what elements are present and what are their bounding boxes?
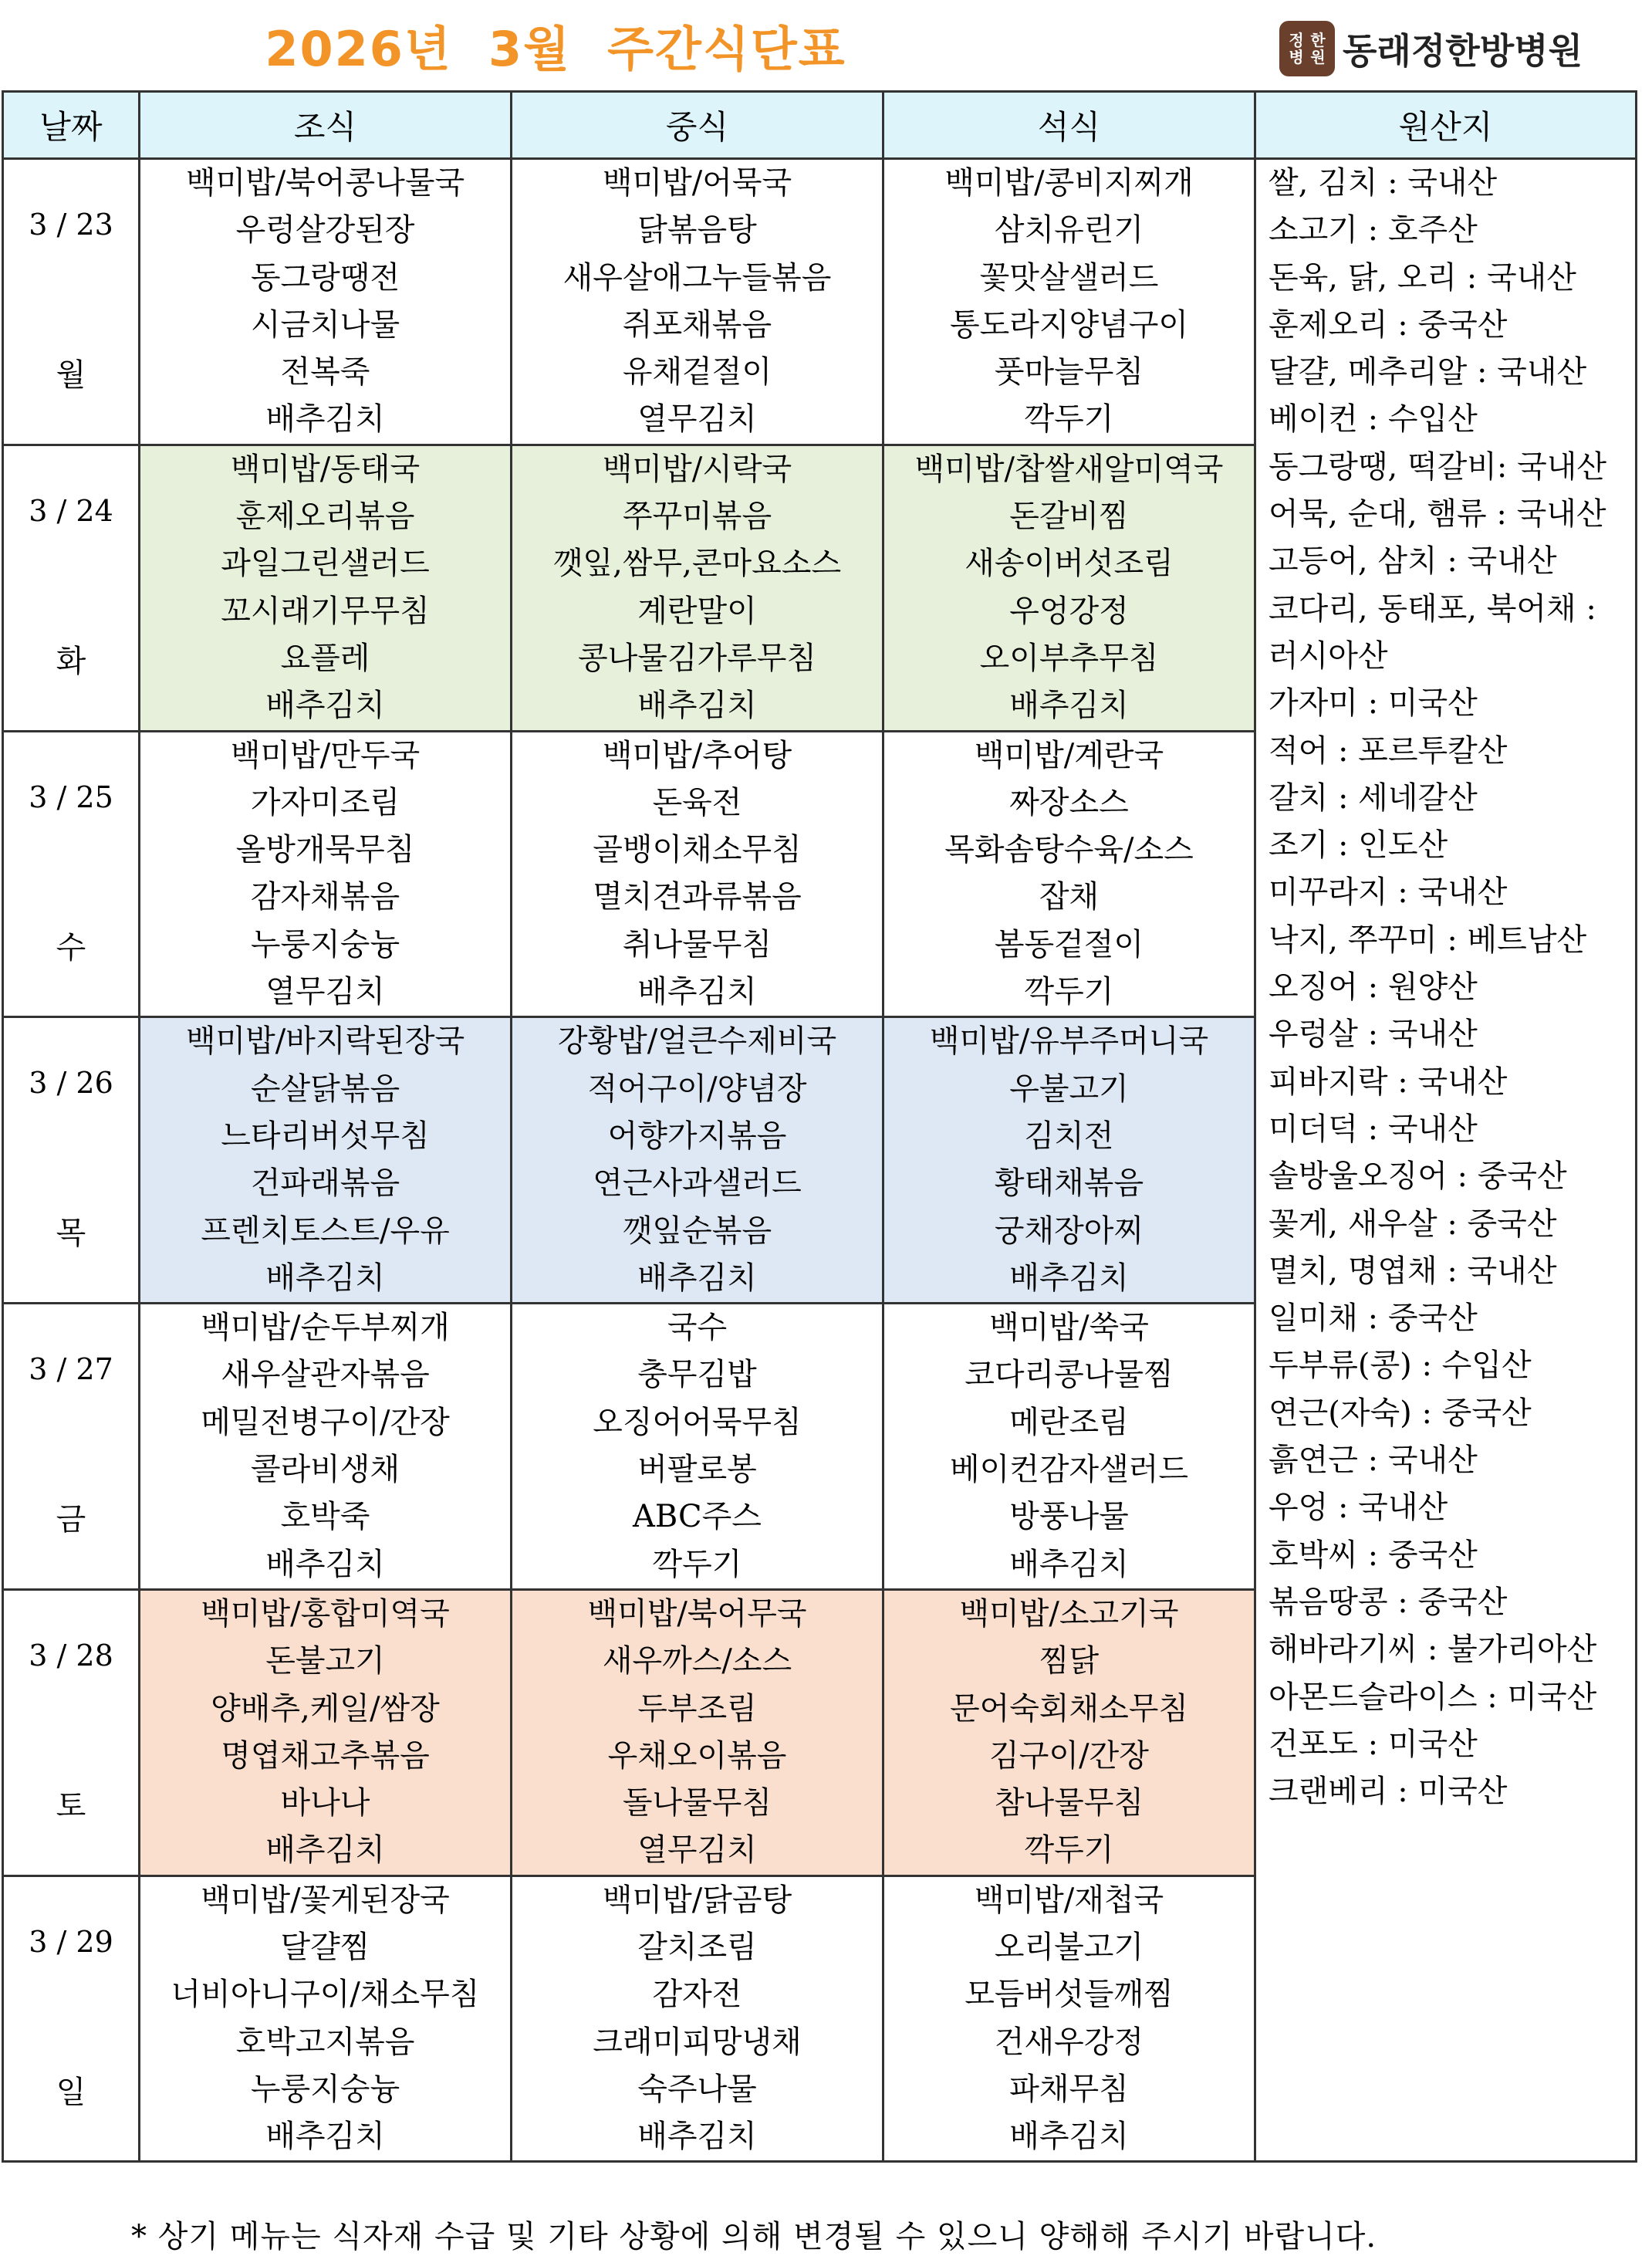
date-label: 3 / 23 [29,208,113,242]
dish-item: 배추김치 [637,688,757,724]
breakfast-cell [140,1875,512,2162]
dish-item: 배추김치 [265,2119,385,2155]
dish-item: 우채오이볶음 [607,1737,787,1774]
dish-item: 궁채장아찌 [994,1213,1144,1249]
dish-item: 오리불고기 [994,1929,1144,1965]
date-cell [3,731,140,1017]
breakfast-cell [140,1304,512,1590]
dish-item: 배추김치 [1009,1546,1129,1582]
dish-item: 백미밥/바지락된장국 [185,1023,465,1060]
dish-item: 백미밥/동태국 [230,451,421,487]
origin-item: 고등어, 삼치 : 국내산 [1269,543,1557,580]
dish-item: 쥐포채볶음 [622,306,772,343]
dish-item: 느타리버섯무침 [221,1118,430,1154]
dish-item: 백미밥/찹쌀새알미역국 [914,451,1224,487]
origin-item: 호박씨 : 중국산 [1269,1537,1478,1573]
dish-item: 배추김치 [637,2119,757,2155]
date-label: 3 / 28 [29,1638,113,1673]
dish-item: 누룽지숭늉 [250,2071,400,2107]
dish-item: 모듬버섯들깨찜 [965,1977,1174,2013]
date-cell [3,445,140,731]
origin-item: 베이컨 : 수입산 [1269,401,1478,438]
date-cell [3,1589,140,1875]
weekday-label: 토 [56,1788,86,1824]
footnote: * 상기 메뉴는 식자재 수급 및 기타 상황에 의해 변경될 수 있으니 양해해 주시기 바랍니다. [131,2219,1377,2254]
dish-item: 목화솜탕수육/소스 [944,832,1194,868]
origin-item: 쌀, 김치 : 국내산 [1269,165,1498,201]
origin-item: 오징어 : 원양산 [1269,969,1478,1006]
hospital-name: 동래정한방병원 [1343,30,1583,72]
dish-item: 적어구이/양념장 [587,1071,807,1107]
dish-item: 배추김치 [637,974,757,1010]
dish-item: 배추김치 [1009,688,1129,724]
lunch-cell [512,731,883,1017]
dish-item: 새우살애그누들볶음 [562,259,832,296]
dish-item: 배추김치 [265,688,385,724]
dish-item: 돌나물무침 [622,1785,772,1821]
dish-item: 문어숙회채소무침 [949,1690,1189,1727]
dish-item: 새우까스/소스 [602,1643,792,1679]
dish-item: 백미밥/북어콩나물국 [185,165,465,201]
dish-item: 오징어어묵무침 [593,1404,802,1440]
dish-item: 프렌치토스트/우유 [201,1213,450,1249]
dish-item: 과일그린샐러드 [221,546,430,582]
dinner-cell [883,1017,1255,1304]
dish-item: 백미밥/재첩국 [974,1882,1164,1918]
dish-item: 숙주나물 [637,2071,757,2107]
dish-item: 깍두기 [652,1546,742,1582]
dish-item: 배추김치 [265,1260,385,1296]
dish-item: 깍두기 [1024,974,1114,1010]
origin-item: 적어 : 포르투칼산 [1269,732,1508,769]
dish-item: 배추김치 [637,1260,757,1296]
weekday-label: 월 [56,357,86,393]
origin-item: 크랜베리 : 미국산 [1269,1774,1508,1810]
dish-item: 두부조림 [637,1690,757,1727]
dish-item: 배추김치 [265,1546,385,1582]
day-row [3,159,1637,445]
header-row [3,92,1637,159]
dish-item: ABC주스 [633,1499,762,1535]
dish-item: 유채겉절이 [622,354,772,391]
dish-item: 백미밥/홍합미역국 [201,1595,450,1632]
origin-item: 우엉 : 국내산 [1269,1490,1448,1526]
origin-item: 해바라기씨 : 불가리아산 [1269,1632,1597,1668]
dish-item: 베이컨감자샐러드 [949,1452,1189,1488]
dish-item: 크래미피망냉채 [593,2024,802,2060]
dish-item: 우불고기 [1009,1071,1129,1107]
dinner-cell [883,1304,1255,1590]
dish-item: 건파래볶음 [250,1165,400,1202]
dish-item: 황태채볶음 [994,1165,1144,1202]
dish-item: 가자미조림 [250,784,400,820]
weekday-label: 화 [56,643,86,679]
dinner-cell [883,1589,1255,1875]
dish-item: 백미밥/쑥국 [989,1310,1149,1346]
dish-item: 잡채 [1039,879,1100,915]
lunch-cell [512,1017,883,1304]
dish-item: 열무김치 [637,401,757,438]
dish-item: 풋마늘무침 [994,354,1144,391]
dinner-cell [883,159,1255,445]
dish-item: 너비아니구이/채소무침 [171,1977,480,2013]
dish-item: 깻잎,쌈무,콘마요소스 [552,546,842,582]
origin-item: 아몬드슬라이스 : 미국산 [1269,1679,1597,1715]
dish-item: 백미밥/계란국 [974,737,1164,773]
dish-item: 참나물무침 [994,1785,1144,1821]
dish-item: 감자전 [652,1977,742,2013]
dish-item: 깍두기 [1024,401,1114,438]
logo-char: 정 [1289,31,1304,49]
weekday-label: 금 [56,1502,86,1538]
dish-item: 백미밥/어묵국 [602,165,792,201]
dish-item: 코다리콩나물찜 [965,1357,1174,1393]
dish-item: 순살닭볶음 [250,1071,400,1107]
dish-item: 콜라비생채 [250,1452,400,1488]
origin-item: 가자미 : 미국산 [1269,685,1478,722]
date-label: 3 / 27 [29,1352,113,1387]
dish-item: 감자채볶음 [250,879,400,915]
origin-item: 달걀, 메추리알 : 국내산 [1269,354,1587,391]
lunch-cell [512,1875,883,2162]
dish-item: 삼치유린기 [994,212,1144,249]
origin-item: 코다리, 동태포, 북어채 : [1269,590,1596,627]
dish-item: 돈갈비찜 [1009,499,1129,535]
origin-item: 멸치, 명엽채 : 국내산 [1269,1253,1557,1289]
date-label: 3 / 29 [29,1924,113,1959]
dish-item: 배추김치 [265,401,385,438]
dinner-cell [883,731,1255,1017]
dish-item: 돈육전 [652,784,742,820]
dinner-cell [883,1875,1255,2162]
dish-item: 새송이버섯조림 [965,546,1174,582]
weekly-menu-table [2,90,1637,2163]
origin-item: 우렁살 : 국내산 [1269,1016,1478,1053]
dish-item: 동그랑땡전 [250,259,400,296]
dish-item: 새우살관자볶음 [221,1357,430,1393]
dish-item: 쭈꾸미볶음 [622,499,772,535]
dish-item: 명엽채고추볶음 [221,1737,430,1774]
dish-item: 백미밥/순두부찌개 [201,1310,450,1346]
dish-item: 우엉강정 [1009,593,1129,629]
dish-item: 국수 [667,1310,728,1346]
dish-item: 파채무침 [1009,2071,1129,2107]
date-label: 3 / 24 [29,493,113,528]
hospital-logo-icon [1279,21,1335,76]
dish-item: 시금치나물 [250,306,400,343]
dish-item: 호박고지볶음 [235,2024,415,2060]
header-date: 날짜 [3,92,140,159]
dish-item: 봄동겉절이 [994,926,1144,962]
date-cell [3,159,140,445]
dish-item: 깍두기 [1024,1832,1114,1869]
dinner-cell [883,445,1255,731]
dish-item: 김구이/간장 [989,1737,1149,1774]
header-breakfast: 조식 [140,92,512,159]
dish-item: 충무김밥 [637,1357,757,1393]
header-origin: 원산지 [1255,92,1637,159]
dish-item: 열무김치 [265,974,385,1010]
dish-item: 연근사과샐러드 [593,1165,802,1202]
dish-item: 콩나물김가루무침 [577,640,817,676]
dish-item: 훈제오리볶음 [235,499,415,535]
dish-item: 백미밥/콩비지찌개 [944,165,1194,201]
origin-item: 어묵, 순대, 햄류 : 국내산 [1269,496,1606,533]
dish-item: 백미밥/시락국 [602,451,792,487]
breakfast-cell [140,159,512,445]
origin-item: 연근(자숙) : 중국산 [1269,1395,1532,1431]
origin-item: 미꾸라지 : 국내산 [1269,874,1508,911]
origin-item: 건포도 : 미국산 [1269,1726,1478,1762]
breakfast-cell [140,445,512,731]
dish-item: 백미밥/소고기국 [959,1595,1179,1632]
dish-item: 열무김치 [637,1832,757,1869]
origin-cell [1255,159,1637,2162]
dish-item: 배추김치 [265,1832,385,1869]
dish-item: 누룽지숭늉 [250,926,400,962]
dish-item: 찜닭 [1039,1643,1100,1679]
dish-item: 통도라지양념구이 [949,306,1189,343]
dish-item: 닭볶음탕 [637,212,757,249]
dish-item: 돈불고기 [265,1643,385,1679]
dish-item: 어향가지볶음 [607,1118,787,1154]
dish-item: 건새우강정 [994,2024,1144,2060]
logo-char: 한 [1310,31,1326,49]
origin-item: 훈제오리 : 중국산 [1269,306,1508,343]
origin-item: 일미채 : 중국산 [1269,1300,1478,1337]
origin-item: 갈치 : 세네갈산 [1269,780,1478,816]
dish-item: 메밀전병구이/간장 [201,1404,450,1440]
dish-item: 강황밥/얼큰수제비국 [557,1023,837,1060]
dish-item: 배추김치 [1009,2119,1129,2155]
origin-item: 볶음땅콩 : 중국산 [1269,1584,1508,1620]
dish-item: 갈치조림 [637,1929,757,1965]
dish-item: 백미밥/유부주머니국 [929,1023,1209,1060]
origin-item: 꽃게, 새우살 : 중국산 [1269,1206,1557,1242]
lunch-cell [512,1304,883,1590]
weekday-label: 일 [56,2074,86,2110]
origin-item: 돈육, 닭, 오리 : 국내산 [1269,259,1576,296]
lunch-cell [512,445,883,731]
date-cell [3,1875,140,2162]
logo-char: 원 [1310,48,1326,66]
dish-item: 짜장소스 [1009,784,1129,820]
page-title: 2026년 3월 주간식단표 [265,21,846,77]
dish-item: 호박죽 [280,1499,370,1535]
dish-item: 메란조림 [1009,1404,1129,1440]
lunch-cell [512,1589,883,1875]
dish-item: 올방개묵무침 [235,832,415,868]
origin-item: 솔방울오징어 : 중국산 [1269,1158,1567,1195]
origin-item: 동그랑땡, 떡갈비: 국내산 [1269,448,1607,485]
date-label: 3 / 26 [29,1066,113,1101]
dish-item: 버팔로봉 [637,1452,757,1488]
origin-item: 낙지, 쭈꾸미 : 베트남산 [1269,922,1587,958]
dish-item: 오이부추무침 [979,640,1159,676]
origin-item: 소고기 : 호주산 [1269,212,1478,249]
origin-item: 미더덕 : 국내산 [1269,1111,1478,1147]
dish-item: 멸치견과류볶음 [593,879,802,915]
hospital-brand [1279,22,1583,76]
weekday-label: 목 [56,1216,86,1252]
weekday-label: 수 [56,929,86,966]
lunch-cell [512,159,883,445]
breakfast-cell [140,1589,512,1875]
dish-item: 김치전 [1024,1118,1114,1154]
dish-item: 배추김치 [1009,1260,1129,1296]
origin-item: 두부류(콩) : 수입산 [1269,1348,1532,1384]
logo-char: 병 [1289,48,1304,66]
dish-item: 백미밥/닭곰탕 [602,1882,792,1918]
dish-item: 취나물무침 [622,926,772,962]
dish-item: 골뱅이채소무침 [593,832,802,868]
dish-item: 백미밥/북어무국 [587,1595,807,1632]
header-dinner: 석식 [883,92,1255,159]
breakfast-cell [140,1017,512,1304]
date-cell [3,1304,140,1590]
dish-item: 꽃맛살샐러드 [979,259,1159,296]
dish-item: 달걀찜 [280,1929,370,1965]
dish-item: 꼬시래기무무침 [221,593,430,629]
dish-item: 요플레 [280,640,370,676]
dish-item: 깻잎순볶음 [622,1213,772,1249]
date-cell [3,1017,140,1304]
dish-item: 양배추,케일/쌈장 [211,1690,440,1727]
origin-item: 피바지락 : 국내산 [1269,1064,1508,1100]
header-lunch: 중식 [512,92,883,159]
origin-item: 흙연근 : 국내산 [1269,1443,1478,1479]
origin-item: 러시아산 [1269,638,1388,674]
dish-item: 백미밥/추어탕 [602,737,792,773]
dish-item: 계란말이 [637,593,757,629]
date-label: 3 / 25 [29,780,113,814]
origin-item: 조기 : 인도산 [1269,827,1448,864]
dish-item: 백미밥/만두국 [230,737,421,773]
breakfast-cell [140,731,512,1017]
dish-item: 방풍나물 [1009,1499,1129,1535]
dish-item: 전복죽 [280,354,370,391]
dish-item: 백미밥/꽃게된장국 [201,1882,450,1918]
dish-item: 바나나 [280,1785,370,1821]
dish-item: 우렁살강된장 [235,212,415,249]
